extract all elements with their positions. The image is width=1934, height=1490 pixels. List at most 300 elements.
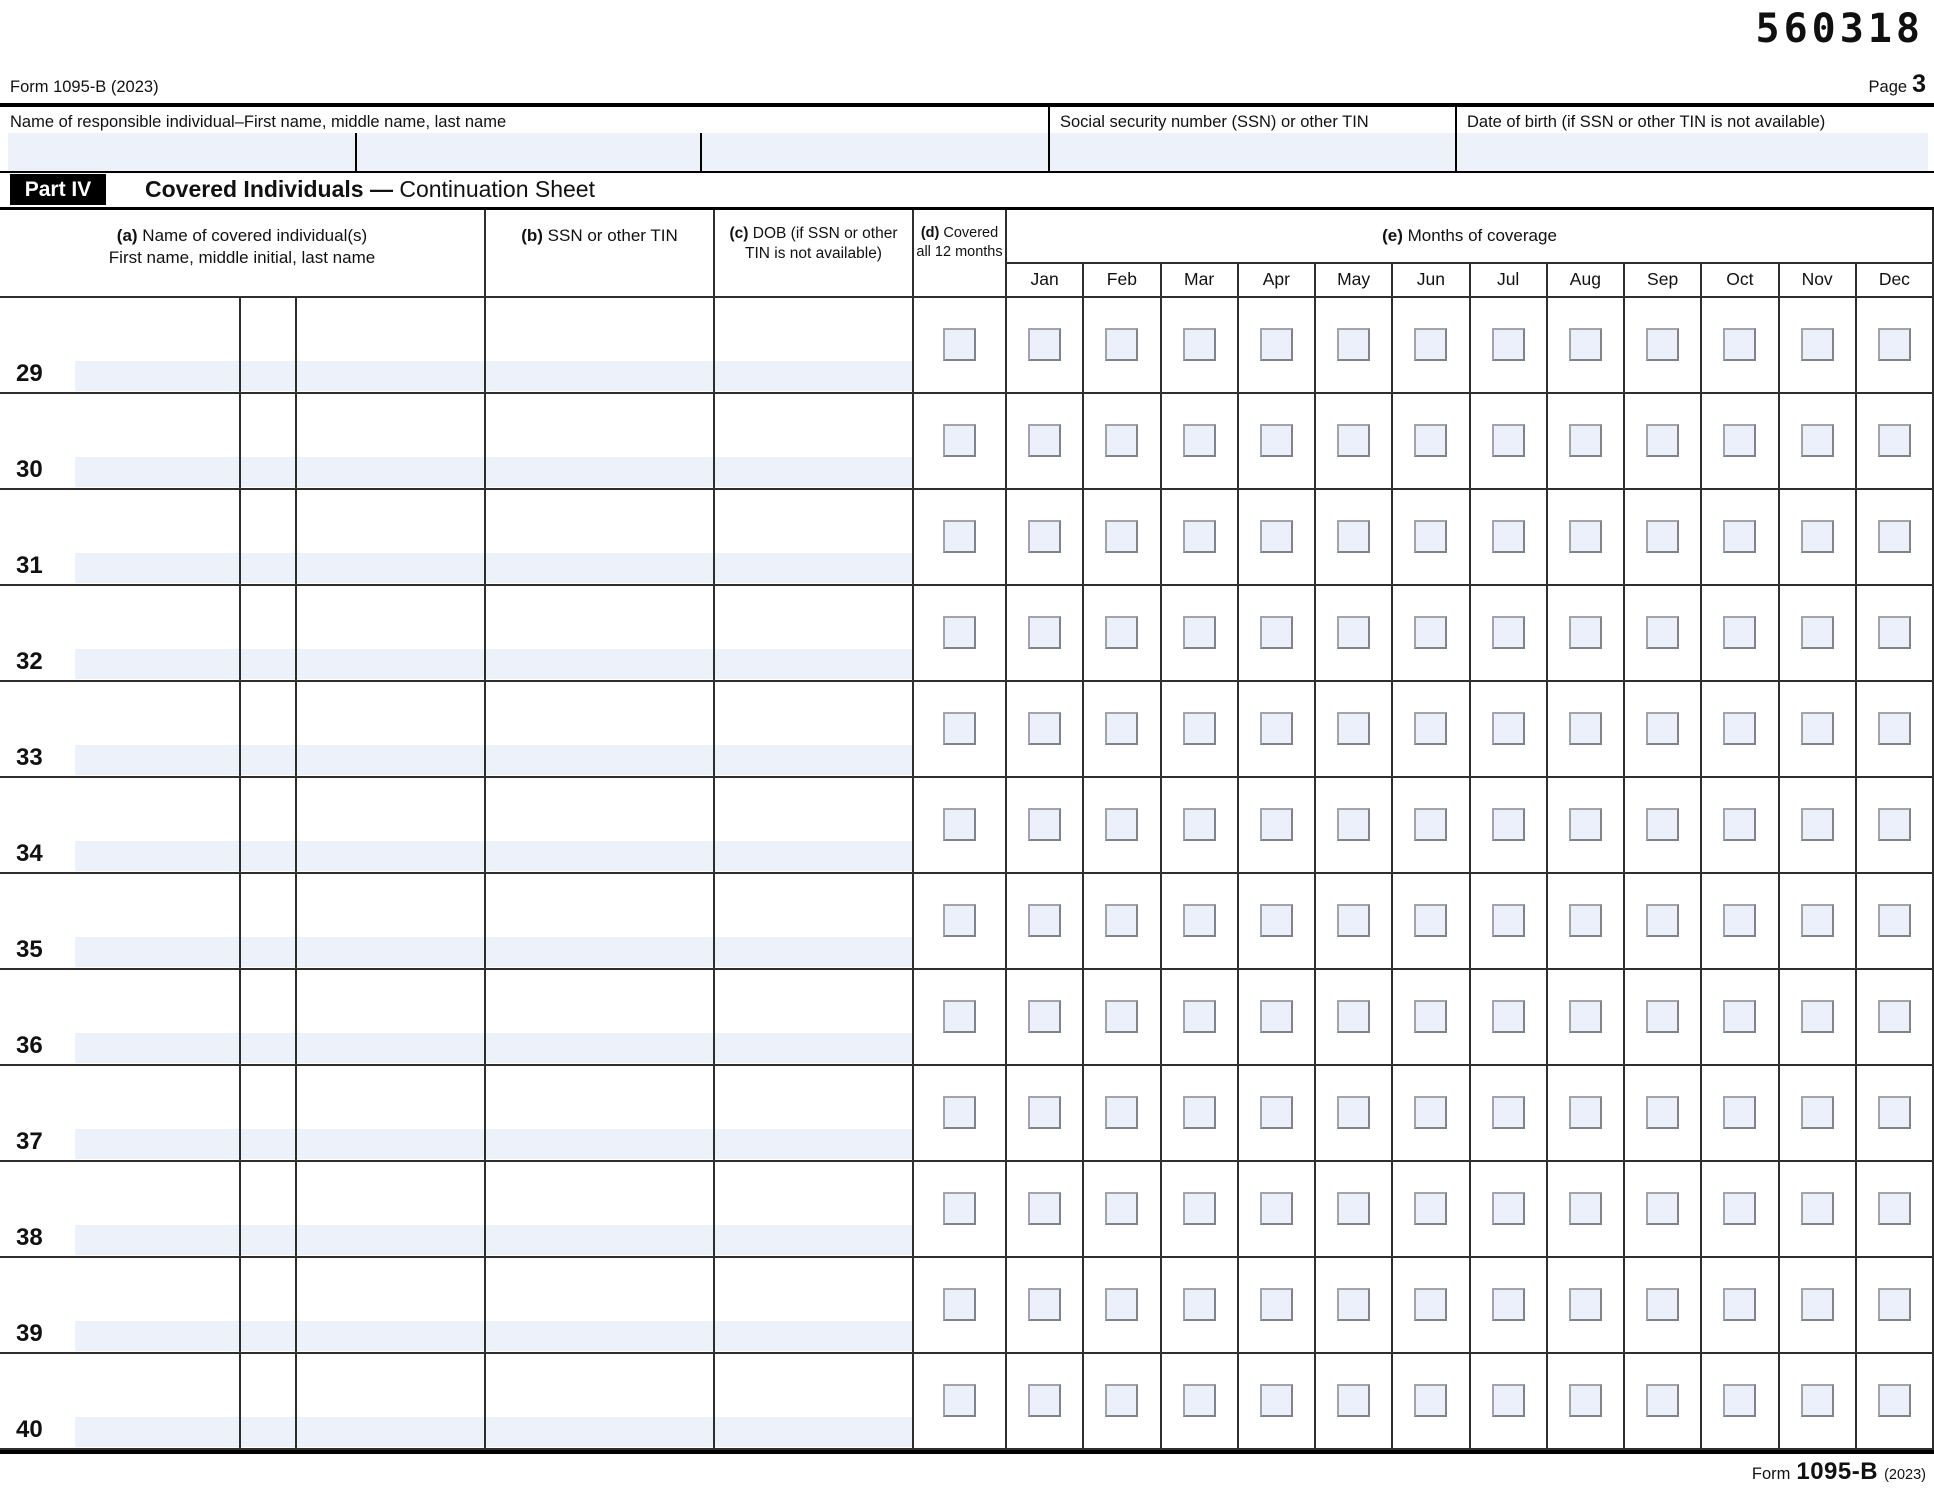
- row-29-month-jan-checkbox[interactable]: [1028, 328, 1061, 361]
- col-a-line2: First name, middle initial, last name: [108, 248, 376, 267]
- table-row-39: [0, 1258, 1934, 1354]
- row-39-month-feb-cell: [1082, 1258, 1159, 1352]
- row-38-month-nov-cell: [1778, 1162, 1855, 1256]
- row-29-dob-cell: [713, 298, 912, 392]
- row-40-month-jan-cell: [1005, 1354, 1082, 1448]
- row-39-month-nov-checkbox[interactable]: [1801, 1288, 1834, 1321]
- row-33-month-feb-cell: [1082, 682, 1159, 776]
- row-34-month-mar-checkbox[interactable]: [1183, 808, 1216, 841]
- row-34-month-jan-checkbox[interactable]: [1028, 808, 1061, 841]
- row-34-month-aug-checkbox[interactable]: [1569, 808, 1602, 841]
- row-29-month-jun-checkbox[interactable]: [1414, 328, 1447, 361]
- row-30-covered-all-12-months-checkbox[interactable]: [943, 424, 976, 457]
- row-34-month-nov-checkbox[interactable]: [1801, 808, 1834, 841]
- row-36-ssn-cell: [484, 970, 713, 1064]
- row-37-month-jan-cell: [1005, 1066, 1082, 1160]
- table-body: [0, 298, 1934, 1450]
- row-38-month-nov-checkbox[interactable]: [1801, 1192, 1834, 1225]
- table-row-36: [0, 970, 1934, 1066]
- row-39-middle-initial-cell: [239, 1258, 295, 1352]
- row-33-month-sep-cell: [1623, 682, 1700, 776]
- row-32-month-jun-cell: [1391, 586, 1468, 680]
- row-40-month-jun-checkbox[interactable]: [1414, 1384, 1447, 1417]
- row-32-month-jan-checkbox[interactable]: [1028, 616, 1061, 649]
- row-33-middle-initial-cell: [239, 682, 295, 776]
- row-35-month-jul-checkbox[interactable]: [1492, 904, 1525, 937]
- row-36-month-mar-cell: [1160, 970, 1237, 1064]
- row-34-month-may-checkbox[interactable]: [1337, 808, 1370, 841]
- row-30-month-oct-cell: [1700, 394, 1777, 488]
- row-29-month-nov-checkbox[interactable]: [1801, 328, 1834, 361]
- row-39-month-sep-checkbox[interactable]: [1646, 1288, 1679, 1321]
- row-32-month-oct-cell: [1700, 586, 1777, 680]
- month-header-jun: Jun: [1391, 264, 1468, 296]
- row-32-month-jul-checkbox[interactable]: [1492, 616, 1525, 649]
- row-36-month-may-checkbox[interactable]: [1337, 1000, 1370, 1033]
- row-33-month-jun-checkbox[interactable]: [1414, 712, 1447, 745]
- row-33-covered-all-12-months-checkbox[interactable]: [943, 712, 976, 745]
- row-34-month-apr-cell: [1237, 778, 1314, 872]
- row-32-month-may-checkbox[interactable]: [1337, 616, 1370, 649]
- row-32-month-aug-checkbox[interactable]: [1569, 616, 1602, 649]
- row-30-month-mar-checkbox[interactable]: [1183, 424, 1216, 457]
- table-row-38: [0, 1162, 1934, 1258]
- row-38-month-feb-checkbox[interactable]: [1105, 1192, 1138, 1225]
- row-39-month-apr-checkbox[interactable]: [1260, 1288, 1293, 1321]
- row-29-month-aug-checkbox[interactable]: [1569, 328, 1602, 361]
- footer-form-year: (2023): [1884, 1467, 1926, 1483]
- row-32-ssn-cell: [484, 586, 713, 680]
- col-d-line2: all 12 months: [916, 244, 1003, 260]
- row-37-month-may-cell: [1314, 1066, 1391, 1160]
- row-31-month-jul-checkbox[interactable]: [1492, 520, 1525, 553]
- row-31-month-dec-checkbox[interactable]: [1878, 520, 1911, 553]
- row-30-month-jan-cell: [1005, 394, 1082, 488]
- row-number-30: 30: [16, 456, 43, 483]
- row-31-month-nov-checkbox[interactable]: [1801, 520, 1834, 553]
- row-29-month-feb-checkbox[interactable]: [1105, 328, 1138, 361]
- row-37-month-oct-cell: [1700, 1066, 1777, 1160]
- row-40-ssn-cell: [484, 1354, 713, 1448]
- row-40-month-dec-cell: [1855, 1354, 1934, 1448]
- row-30-month-aug-checkbox[interactable]: [1569, 424, 1602, 457]
- row-40-month-feb-checkbox[interactable]: [1105, 1384, 1138, 1417]
- row-32-month-aug-cell: [1546, 586, 1623, 680]
- col-a-line1: Name of covered individual(s): [137, 226, 368, 245]
- row-30-month-sep-checkbox[interactable]: [1646, 424, 1679, 457]
- row-35-covered-all-12-months-checkbox[interactable]: [943, 904, 976, 937]
- row-36-month-aug-checkbox[interactable]: [1569, 1000, 1602, 1033]
- row-33-month-apr-checkbox[interactable]: [1260, 712, 1293, 745]
- row-39-month-jan-checkbox[interactable]: [1028, 1288, 1061, 1321]
- row-31-last-name-cell: [295, 490, 484, 584]
- row-40-month-jul-checkbox[interactable]: [1492, 1384, 1525, 1417]
- month-header-sep: Sep: [1623, 264, 1700, 296]
- table-row-37: [0, 1066, 1934, 1162]
- row-29-month-jul-checkbox[interactable]: [1492, 328, 1525, 361]
- row-number-40: 40: [16, 1416, 43, 1443]
- row-30-month-may-checkbox[interactable]: [1337, 424, 1370, 457]
- row-38-month-mar-checkbox[interactable]: [1183, 1192, 1216, 1225]
- row-38-covered-all-12-months-checkbox[interactable]: [943, 1192, 976, 1225]
- row-33-month-jan-cell: [1005, 682, 1082, 776]
- row-39-month-jul-cell: [1469, 1258, 1546, 1352]
- row-37-month-jun-cell: [1391, 1066, 1468, 1160]
- row-37-month-aug-checkbox[interactable]: [1569, 1096, 1602, 1129]
- row-30-month-oct-checkbox[interactable]: [1723, 424, 1756, 457]
- row-29-month-jan-cell: [1005, 298, 1082, 392]
- table-row-29: [0, 298, 1934, 394]
- row-29-month-apr-checkbox[interactable]: [1260, 328, 1293, 361]
- row-35-month-jan-checkbox[interactable]: [1028, 904, 1061, 937]
- row-29-month-oct-checkbox[interactable]: [1723, 328, 1756, 361]
- row-37-month-jan-checkbox[interactable]: [1028, 1096, 1061, 1129]
- row-39-month-mar-cell: [1160, 1258, 1237, 1352]
- row-36-middle-initial-cell: [239, 970, 295, 1064]
- row-32-month-jun-checkbox[interactable]: [1414, 616, 1447, 649]
- row-31-month-apr-checkbox[interactable]: [1260, 520, 1293, 553]
- row-36-month-jun-checkbox[interactable]: [1414, 1000, 1447, 1033]
- row-38-month-apr-checkbox[interactable]: [1260, 1192, 1293, 1225]
- row-33-month-nov-checkbox[interactable]: [1801, 712, 1834, 745]
- row-29-month-jul-cell: [1469, 298, 1546, 392]
- row-36-month-jan-checkbox[interactable]: [1028, 1000, 1061, 1033]
- row-36-month-sep-cell: [1623, 970, 1700, 1064]
- row-34-month-nov-cell: [1778, 778, 1855, 872]
- col-header-name: [0, 210, 484, 296]
- row-39-month-feb-checkbox[interactable]: [1105, 1288, 1138, 1321]
- row-34-middle-initial-cell: [239, 778, 295, 872]
- row-33-month-jan-checkbox[interactable]: [1028, 712, 1061, 745]
- row-33-month-nov-cell: [1778, 682, 1855, 776]
- row-39-month-jul-checkbox[interactable]: [1492, 1288, 1525, 1321]
- row-30-month-feb-checkbox[interactable]: [1105, 424, 1138, 457]
- row-39-month-dec-checkbox[interactable]: [1878, 1288, 1911, 1321]
- row-30-month-feb-cell: [1082, 394, 1159, 488]
- row-30-month-jan-checkbox[interactable]: [1028, 424, 1061, 457]
- row-34-ssn-cell: [484, 778, 713, 872]
- row-39-dob-cell: [713, 1258, 912, 1352]
- row-33-month-mar-checkbox[interactable]: [1183, 712, 1216, 745]
- row-30-month-apr-checkbox[interactable]: [1260, 424, 1293, 457]
- row-29-month-may-checkbox[interactable]: [1337, 328, 1370, 361]
- row-40-month-mar-checkbox[interactable]: [1183, 1384, 1216, 1417]
- row-37-month-sep-checkbox[interactable]: [1646, 1096, 1679, 1129]
- row-38-month-may-checkbox[interactable]: [1337, 1192, 1370, 1225]
- row-34-month-jul-checkbox[interactable]: [1492, 808, 1525, 841]
- row-36-month-apr-cell: [1237, 970, 1314, 1064]
- row-number-33: 33: [16, 744, 43, 771]
- row-39-month-aug-checkbox[interactable]: [1569, 1288, 1602, 1321]
- row-34-month-aug-cell: [1546, 778, 1623, 872]
- row-30-month-jun-checkbox[interactable]: [1414, 424, 1447, 457]
- row-36-month-jul-checkbox[interactable]: [1492, 1000, 1525, 1033]
- row-31-middle-initial-cell: [239, 490, 295, 584]
- row-36-dob-cell: [713, 970, 912, 1064]
- row-35-month-oct-cell: [1700, 874, 1777, 968]
- row-32-covered-all-12-months-checkbox[interactable]: [943, 616, 976, 649]
- row-29-month-sep-checkbox[interactable]: [1646, 328, 1679, 361]
- row-29-covered-all-12-months-checkbox[interactable]: [943, 328, 976, 361]
- row-32-month-feb-checkbox[interactable]: [1105, 616, 1138, 649]
- row-40-month-nov-checkbox[interactable]: [1801, 1384, 1834, 1417]
- row-37-middle-initial-cell: [239, 1066, 295, 1160]
- row-31-month-oct-checkbox[interactable]: [1723, 520, 1756, 553]
- row-37-month-nov-checkbox[interactable]: [1801, 1096, 1834, 1129]
- row-39-month-dec-cell: [1855, 1258, 1934, 1352]
- months-of-coverage-label: [1007, 210, 1932, 262]
- row-30-covered-all-12-cell: [912, 394, 1005, 488]
- row-35-last-name-cell: [295, 874, 484, 968]
- row-34-month-jun-checkbox[interactable]: [1414, 808, 1447, 841]
- row-39-month-oct-checkbox[interactable]: [1723, 1288, 1756, 1321]
- row-32-covered-all-12-cell: [912, 586, 1005, 680]
- row-40-month-apr-checkbox[interactable]: [1260, 1384, 1293, 1417]
- row-29-month-mar-checkbox[interactable]: [1183, 328, 1216, 361]
- row-39-month-apr-cell: [1237, 1258, 1314, 1352]
- row-31-month-jan-checkbox[interactable]: [1028, 520, 1061, 553]
- row-33-month-may-checkbox[interactable]: [1337, 712, 1370, 745]
- row-38-month-jan-checkbox[interactable]: [1028, 1192, 1061, 1225]
- row-38-month-dec-checkbox[interactable]: [1878, 1192, 1911, 1225]
- row-33-month-may-cell: [1314, 682, 1391, 776]
- row-35-month-nov-checkbox[interactable]: [1801, 904, 1834, 937]
- row-36-month-sep-checkbox[interactable]: [1646, 1000, 1679, 1033]
- row-32-month-nov-checkbox[interactable]: [1801, 616, 1834, 649]
- row-36-month-oct-cell: [1700, 970, 1777, 1064]
- col-b-label: SSN or other TIN: [542, 226, 678, 245]
- row-40-month-aug-checkbox[interactable]: [1569, 1384, 1602, 1417]
- row-37-month-oct-checkbox[interactable]: [1723, 1096, 1756, 1129]
- table-row-31: [0, 490, 1934, 586]
- row-32-month-nov-cell: [1778, 586, 1855, 680]
- row-36-month-jul-cell: [1469, 970, 1546, 1064]
- row-36-month-feb-cell: [1082, 970, 1159, 1064]
- row-38-month-jul-checkbox[interactable]: [1492, 1192, 1525, 1225]
- row-32-month-mar-checkbox[interactable]: [1183, 616, 1216, 649]
- col-c-line2: TIN is not available): [745, 245, 882, 262]
- month-header-may: May: [1314, 264, 1391, 296]
- row-number-34: 34: [16, 840, 43, 867]
- row-34-month-dec-cell: [1855, 778, 1934, 872]
- row-number-39: 39: [16, 1320, 43, 1347]
- row-40-month-mar-cell: [1160, 1354, 1237, 1448]
- row-40-month-feb-cell: [1082, 1354, 1159, 1448]
- row-33-month-aug-checkbox[interactable]: [1569, 712, 1602, 745]
- row-33-month-oct-checkbox[interactable]: [1723, 712, 1756, 745]
- row-39-month-jun-cell: [1391, 1258, 1468, 1352]
- row-34-month-may-cell: [1314, 778, 1391, 872]
- row-33-month-dec-cell: [1855, 682, 1934, 776]
- row-35-month-aug-checkbox[interactable]: [1569, 904, 1602, 937]
- row-29-month-mar-cell: [1160, 298, 1237, 392]
- row-31-month-aug-checkbox[interactable]: [1569, 520, 1602, 553]
- row-35-month-dec-checkbox[interactable]: [1878, 904, 1911, 937]
- row-40-month-dec-checkbox[interactable]: [1878, 1384, 1911, 1417]
- footer-form-word: Form: [1751, 1465, 1791, 1483]
- row-36-covered-all-12-months-checkbox[interactable]: [943, 1000, 976, 1033]
- row-31-covered-all-12-months-checkbox[interactable]: [943, 520, 976, 553]
- row-34-covered-all-12-cell: [912, 778, 1005, 872]
- row-40-month-may-checkbox[interactable]: [1337, 1384, 1370, 1417]
- table-row-33: [0, 682, 1934, 778]
- row-35-month-dec-cell: [1855, 874, 1934, 968]
- row-30-month-dec-checkbox[interactable]: [1878, 424, 1911, 457]
- row-35-month-mar-checkbox[interactable]: [1183, 904, 1216, 937]
- row-36-month-oct-checkbox[interactable]: [1723, 1000, 1756, 1033]
- month-header-feb: Feb: [1082, 264, 1159, 296]
- col-c-tag: (c): [729, 225, 749, 242]
- col-e-label: Months of coverage: [1402, 225, 1557, 245]
- row-39-last-name-cell: [295, 1258, 484, 1352]
- row-33-last-name-cell: [295, 682, 484, 776]
- row-35-dob-cell: [713, 874, 912, 968]
- row-34-month-dec-checkbox[interactable]: [1878, 808, 1911, 841]
- part-iv-title-bold: Covered Individuals —: [145, 176, 393, 202]
- row-34-covered-all-12-months-checkbox[interactable]: [943, 808, 976, 841]
- row-37-month-may-checkbox[interactable]: [1337, 1096, 1370, 1129]
- row-33-month-jul-checkbox[interactable]: [1492, 712, 1525, 745]
- row-30-month-nov-checkbox[interactable]: [1801, 424, 1834, 457]
- row-40-month-jan-checkbox[interactable]: [1028, 1384, 1061, 1417]
- row-35-month-apr-checkbox[interactable]: [1260, 904, 1293, 937]
- row-37-month-feb-checkbox[interactable]: [1105, 1096, 1138, 1129]
- row-34-month-oct-checkbox[interactable]: [1723, 808, 1756, 841]
- responsible-ssn-cell: [1048, 107, 1455, 171]
- row-37-covered-all-12-months-checkbox[interactable]: [943, 1096, 976, 1129]
- row-38-month-sep-cell: [1623, 1162, 1700, 1256]
- row-36-month-feb-checkbox[interactable]: [1105, 1000, 1138, 1033]
- row-38-month-aug-checkbox[interactable]: [1569, 1192, 1602, 1225]
- row-37-month-apr-checkbox[interactable]: [1260, 1096, 1293, 1129]
- row-32-month-jul-cell: [1469, 586, 1546, 680]
- row-31-month-sep-checkbox[interactable]: [1646, 520, 1679, 553]
- row-30-last-name-cell: [295, 394, 484, 488]
- row-30-month-apr-cell: [1237, 394, 1314, 488]
- row-number-29: 29: [16, 360, 43, 387]
- row-38-month-mar-cell: [1160, 1162, 1237, 1256]
- row-40-dob-cell: [713, 1354, 912, 1448]
- row-30-month-jul-cell: [1469, 394, 1546, 488]
- row-30-month-nov-cell: [1778, 394, 1855, 488]
- month-header-oct: Oct: [1700, 264, 1777, 296]
- row-32-month-dec-checkbox[interactable]: [1878, 616, 1911, 649]
- row-37-month-jul-cell: [1469, 1066, 1546, 1160]
- row-37-month-mar-cell: [1160, 1066, 1237, 1160]
- row-number-37: 37: [16, 1128, 43, 1155]
- row-31-month-jun-checkbox[interactable]: [1414, 520, 1447, 553]
- row-35-month-may-checkbox[interactable]: [1337, 904, 1370, 937]
- row-39-covered-all-12-months-checkbox[interactable]: [943, 1288, 976, 1321]
- row-39-month-jun-checkbox[interactable]: [1414, 1288, 1447, 1321]
- row-29-month-dec-checkbox[interactable]: [1878, 328, 1911, 361]
- row-number-36: 36: [16, 1032, 43, 1059]
- row-39-month-jan-cell: [1005, 1258, 1082, 1352]
- row-39-month-may-checkbox[interactable]: [1337, 1288, 1370, 1321]
- responsible-name-cell: [0, 107, 1048, 171]
- row-35-month-feb-checkbox[interactable]: [1105, 904, 1138, 937]
- row-40-month-sep-checkbox[interactable]: [1646, 1384, 1679, 1417]
- row-40-covered-all-12-months-checkbox[interactable]: [943, 1384, 976, 1417]
- row-34-month-mar-cell: [1160, 778, 1237, 872]
- row-31-month-jan-cell: [1005, 490, 1082, 584]
- row-33-month-dec-checkbox[interactable]: [1878, 712, 1911, 745]
- row-35-month-oct-checkbox[interactable]: [1723, 904, 1756, 937]
- row-36-month-mar-checkbox[interactable]: [1183, 1000, 1216, 1033]
- row-38-month-oct-checkbox[interactable]: [1723, 1192, 1756, 1225]
- row-30-month-mar-cell: [1160, 394, 1237, 488]
- row-32-dob-cell: [713, 586, 912, 680]
- row-34-month-feb-checkbox[interactable]: [1105, 808, 1138, 841]
- row-33-covered-all-12-cell: [912, 682, 1005, 776]
- row-34-month-sep-cell: [1623, 778, 1700, 872]
- row-29-month-may-cell: [1314, 298, 1391, 392]
- row-34-month-apr-checkbox[interactable]: [1260, 808, 1293, 841]
- row-34-month-jul-cell: [1469, 778, 1546, 872]
- row-40-month-oct-checkbox[interactable]: [1723, 1384, 1756, 1417]
- row-39-month-oct-cell: [1700, 1258, 1777, 1352]
- row-33-month-feb-checkbox[interactable]: [1105, 712, 1138, 745]
- row-31-covered-all-12-cell: [912, 490, 1005, 584]
- responsible-individual-band: [0, 107, 1934, 173]
- row-31-month-feb-checkbox[interactable]: [1105, 520, 1138, 553]
- row-37-month-jul-checkbox[interactable]: [1492, 1096, 1525, 1129]
- row-31-month-jul-cell: [1469, 490, 1546, 584]
- table-row-32: [0, 586, 1934, 682]
- row-33-month-aug-cell: [1546, 682, 1623, 776]
- row-30-dob-cell: [713, 394, 912, 488]
- row-32-month-apr-checkbox[interactable]: [1260, 616, 1293, 649]
- row-37-month-jun-checkbox[interactable]: [1414, 1096, 1447, 1129]
- row-31-month-mar-checkbox[interactable]: [1183, 520, 1216, 553]
- row-40-month-jun-cell: [1391, 1354, 1468, 1448]
- row-39-month-mar-checkbox[interactable]: [1183, 1288, 1216, 1321]
- row-36-month-apr-checkbox[interactable]: [1260, 1000, 1293, 1033]
- row-36-month-dec-checkbox[interactable]: [1878, 1000, 1911, 1033]
- row-34-month-jun-cell: [1391, 778, 1468, 872]
- bottom-rule: [0, 1450, 1934, 1454]
- row-32-month-sep-checkbox[interactable]: [1646, 616, 1679, 649]
- row-40-month-nov-cell: [1778, 1354, 1855, 1448]
- row-32-month-feb-cell: [1082, 586, 1159, 680]
- row-31-month-may-checkbox[interactable]: [1337, 520, 1370, 553]
- row-35-month-sep-checkbox[interactable]: [1646, 904, 1679, 937]
- row-37-month-dec-checkbox[interactable]: [1878, 1096, 1911, 1129]
- row-38-month-jun-checkbox[interactable]: [1414, 1192, 1447, 1225]
- row-35-month-jun-checkbox[interactable]: [1414, 904, 1447, 937]
- row-34-month-sep-checkbox[interactable]: [1646, 808, 1679, 841]
- row-number-38: 38: [16, 1224, 43, 1251]
- footer-form-id: [1752, 1458, 1926, 1486]
- row-30-month-jul-checkbox[interactable]: [1492, 424, 1525, 457]
- row-36-month-nov-checkbox[interactable]: [1801, 1000, 1834, 1033]
- table-row-40: [0, 1354, 1934, 1450]
- row-34-month-feb-cell: [1082, 778, 1159, 872]
- name-field-divider-2: [700, 133, 702, 171]
- row-31-ssn-cell: [484, 490, 713, 584]
- row-33-month-sep-checkbox[interactable]: [1646, 712, 1679, 745]
- month-header-apr: Apr: [1237, 264, 1314, 296]
- row-number-32: 32: [16, 648, 43, 675]
- row-36-month-jan-cell: [1005, 970, 1082, 1064]
- row-36-month-aug-cell: [1546, 970, 1623, 1064]
- row-39-covered-all-12-cell: [912, 1258, 1005, 1352]
- row-32-month-oct-checkbox[interactable]: [1723, 616, 1756, 649]
- row-38-month-sep-checkbox[interactable]: [1646, 1192, 1679, 1225]
- row-38-middle-initial-cell: [239, 1162, 295, 1256]
- row-37-month-mar-checkbox[interactable]: [1183, 1096, 1216, 1129]
- row-29-last-name-cell: [295, 298, 484, 392]
